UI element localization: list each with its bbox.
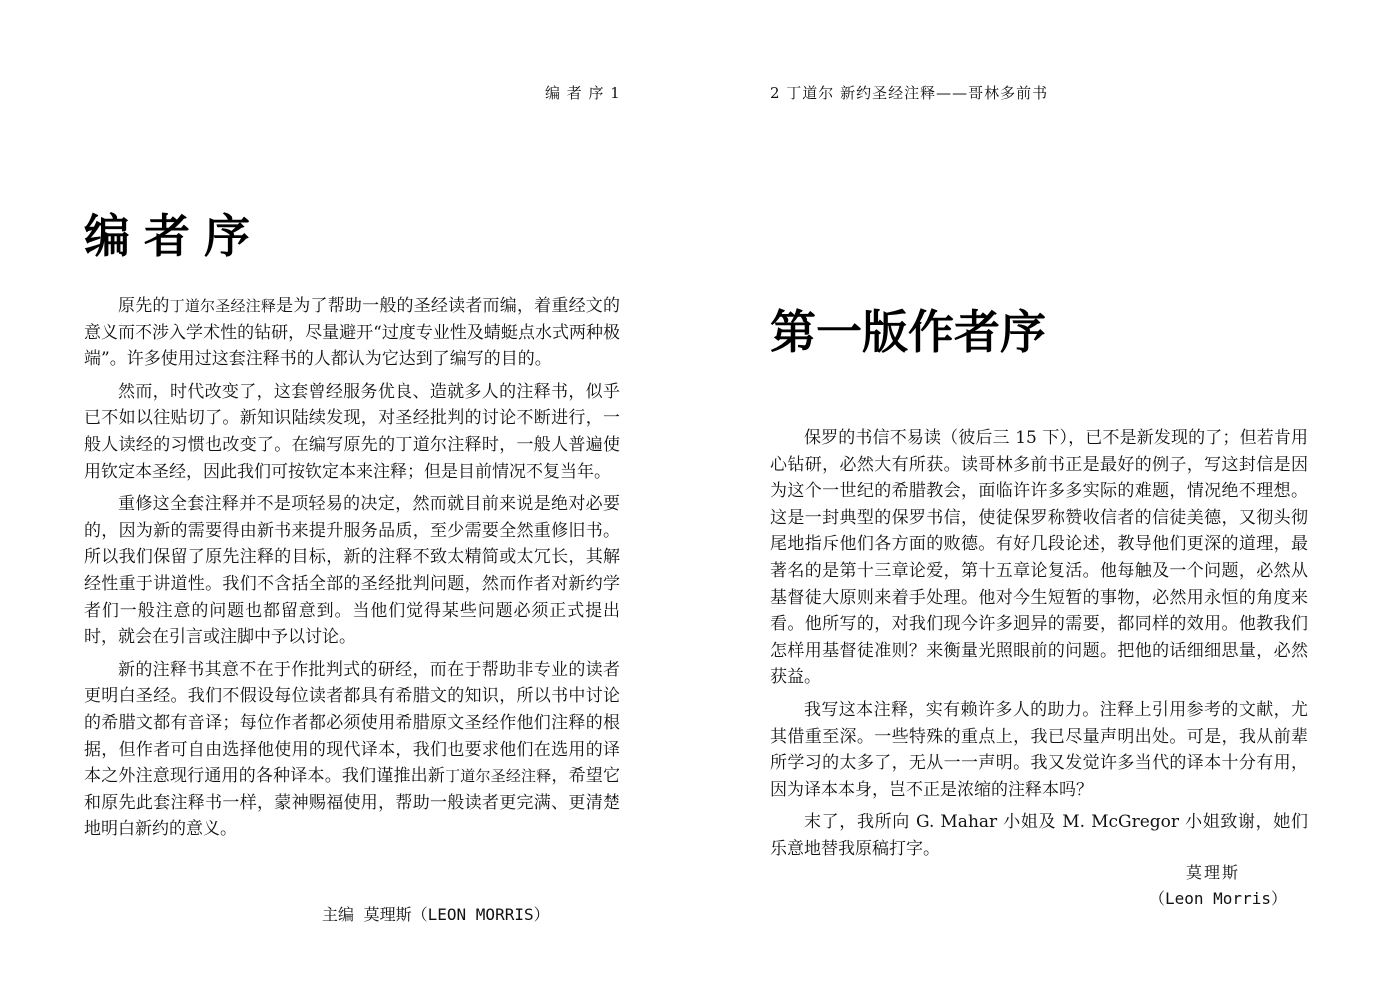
paragraph (84, 293, 620, 373)
series-name: 丁道尔圣经注释 (445, 767, 552, 786)
paragraph-text: ，希望它和原先此套注释书一样，蒙神赐福使用，帮助一般读者更完满、更清楚地明白新约的意义。 (84, 766, 621, 840)
paragraph-text: 是为了帮助一般的圣经读者而编，着重经文的意义而不涉入学术性的钻研，尽量避开“过度专业性及蜻蜓点水式两种极端”。许多使用过这套注释书的人都认为它达到了编写的目的。 (84, 296, 620, 370)
chapter-title-author-preface: 第一版作者序 (770, 305, 1046, 359)
author-signature-english: （Leon Morris） (1149, 889, 1287, 908)
paragraph-text: 原先的 (118, 296, 170, 316)
right-page (700, 0, 1400, 989)
paragraph: 末了，我所向 G. Mahar 小姐及 M. McGregor 小姐致谢，她们乐意地替我原稿打字。 (770, 812, 1308, 859)
running-head-right: 2 丁道尔 新约圣经注释——哥林多前书 (770, 84, 1049, 102)
paragraph: 保罗的书信不易读（彼后三 15 下），已不是新发现的了；但若肯用心钻研，必然大有所获。读哥林多前书正是最好的例子，写这封信是因为这个一世纪的希腊教会，面临许许多多实际的难题，情况绝不理想。这是一封典型的保罗书信，使徒保罗称赞收信者的信徒美德，又彻头彻尾地指斥他们各方面的败德。有好几段论述，教导他们更深的道理，最著名的是第十三章论爱，第十五章论复活。他每触及一个问题，必然从基督徒大原则来着手处理。他对今生短暂的事物，必然用永恒的角度来看。他所写的，对我们现今许多迥异的需要，都同样的效用。他教我们怎样用基督徒准则？来衡量光照眼前的问题。把他的话细细思量，必然获益。 (770, 428, 1308, 688)
paragraph: 然而，时代改变了，这套曾经服务优良、造就多人的注释书，似乎已不如以往贴切了。新知识陆续发现，对圣经批判的讨论不断进行，一般人读经的习惯也改变了。在编写原先的丁道尔注释时，一般人普遍使用钦定本圣经，因此我们可按钦定本来注释；但是目前情况不复当年。 (84, 381, 620, 482)
author-preface-body (770, 425, 1308, 869)
chapter-title-editor-preface: 编者序 (84, 209, 264, 263)
paragraph: 我写这本注释，实有赖许多人的助力。注释上引用参考的文献，尤其借重至深。一些特殊的重点上，我已尽量声明出处。可是，我从前辈所学习的太多了，无从一一声明。我又发觉许多当代的译本十分有用，因为译本本身，岂不正是浓缩的注释本吗？ (770, 699, 1308, 800)
author-signature-name: 莫理斯 (1186, 863, 1241, 882)
paragraph (84, 657, 620, 843)
running-head-left: 编 者 序 1 (545, 84, 621, 102)
editor-signature: 主编 莫理斯（LEON MORRIS） (322, 905, 550, 924)
paragraph: 重修这全套注释并不是项轻易的决定，然而就目前来说是绝对必要的，因为新的需要得由新书来提升服务品质，至少需要全然重修旧书。所以我们保留了原先注释的目标，新的注释不致太精简或太冗长，其解经性重于讲道性。我们不含括全部的圣经批判问题，然而作者对新约学者们一般注意的问题也都留意到。当他们觉得某些问题必须正式提出时，就会在引言或注脚中予以讨论。 (84, 494, 620, 648)
series-name: 丁道尔圣经注释 (169, 297, 277, 315)
editor-preface-body (84, 293, 620, 849)
paragraph-text: 新的注释书其意不在于作批判式的研经，而在于帮助非专业的读者更明白圣经。我们不假设每位读者都具有希腊文的知识，所以书中讨论的希腊文都有音译；每位作者都必须使用希腊原文圣经作他们注释的根据，但作者可自由选择他使用的现代译本，我们也要求他们在选用的译本之外注意现行通用的各种译本。我们谨推出新 (84, 659, 620, 787)
